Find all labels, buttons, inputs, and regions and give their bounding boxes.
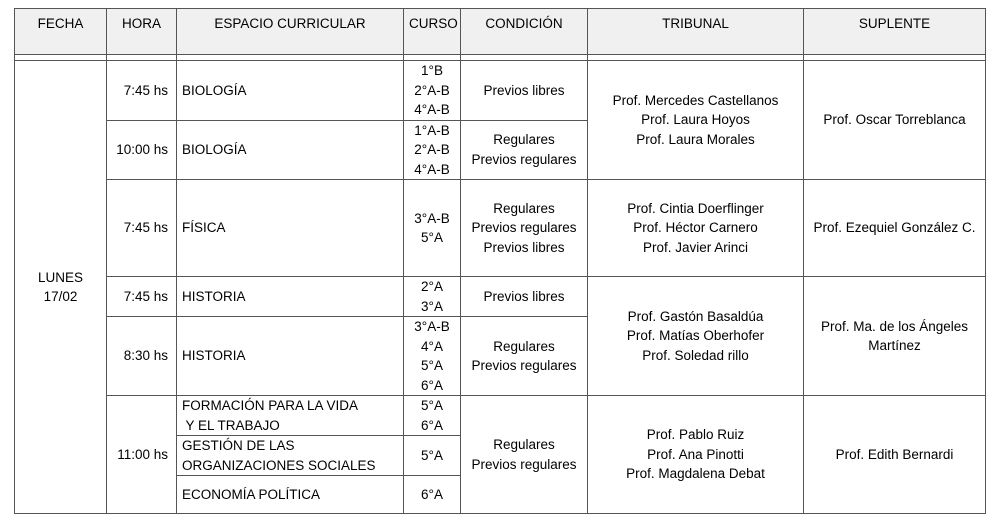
espacio-cell: BIOLOGÍA [177,61,404,121]
tribunal-cell: Prof. Pablo Ruiz Prof. Ana Pinotti Prof. Magdalena Debat [588,396,804,514]
condicion-cell: Regulares Previos regulares [461,120,588,180]
suplente-cell: Prof. Oscar Torreblanca [804,61,986,180]
fecha-cell [15,61,107,514]
fecha-date: 17/02 [43,289,78,304]
header-fecha: FECHA [15,9,107,55]
table-row [15,180,986,277]
curso-cell: 5°A [404,436,461,476]
curso-cell: 1°B 2°A-B 4°A-B [404,61,461,121]
header-hora: HORA [107,9,177,55]
header-tribunal: TRIBUNAL [588,9,804,55]
suplente-cell: Prof. Ezequiel González C. [804,180,986,277]
espacio-cell: HISTORIA [177,277,404,317]
hora-cell: 7:45 hs [107,61,177,121]
curso-cell: 5°A 6°A [404,396,461,436]
exam-schedule-table [14,8,986,514]
fecha-day: LUNES [37,269,83,285]
hora-cell: 8:30 hs [107,317,177,396]
hora-cell: 10:00 hs [107,120,177,180]
tribunal-cell: Prof. Mercedes Castellanos Prof. Laura Hoyos Prof. Laura Morales [588,61,804,180]
header-espacio: ESPACIO CURRICULAR [177,9,404,55]
curso-cell: 3°A-B 4°A 5°A 6°A [404,317,461,396]
header-row [15,9,986,55]
condicion-cell: Previos libres [461,61,588,121]
table-row [15,277,986,317]
hora-cell: 7:45 hs [107,180,177,277]
suplente-cell: Prof. Edith Bernardi [804,396,986,514]
header-curso: CURSO [404,9,461,55]
curso-cell: 6°A [404,476,461,514]
curso-cell: 3°A-B 5°A [404,180,461,277]
espacio-cell: ECONOMÍA POLÍTICA [177,476,404,514]
hora-cell: 7:45 hs [107,277,177,317]
espacio-cell: FÍSICA [177,180,404,277]
espacio-cell: BIOLOGÍA [177,120,404,180]
condicion-cell: Regulares Previos regulares [461,396,588,514]
condicion-cell: Regulares Previos regulares Previos libres [461,180,588,277]
table-row [15,396,986,436]
espacio-cell: FORMACIÓN PARA LA VIDA Y EL TRABAJO [177,396,404,436]
condicion-cell: Regulares Previos regulares [461,317,588,396]
suplente-cell: Prof. Ma. de los Ángeles Martínez [804,277,986,396]
tribunal-cell: Prof. Cintia Doerflinger Prof. Héctor Carnero Prof. Javier Arinci [588,180,804,277]
hora-cell: 11:00 hs [107,396,177,514]
header-suplente: SUPLENTE [804,9,986,55]
espacio-cell: HISTORIA [177,317,404,396]
curso-cell: 2°A 3°A [404,277,461,317]
espacio-cell: GESTIÓN DE LAS ORGANIZACIONES SOCIALES [177,436,404,476]
condicion-cell: Previos libres [461,277,588,317]
curso-cell: 1°A-B 2°A-B 4°A-B [404,120,461,180]
header-condicion: CONDICIÓN [461,9,588,55]
tribunal-cell: Prof. Gastón Basaldúa Prof. Matías Oberhofer Prof. Soledad rillo [588,277,804,396]
table-row [15,61,986,121]
